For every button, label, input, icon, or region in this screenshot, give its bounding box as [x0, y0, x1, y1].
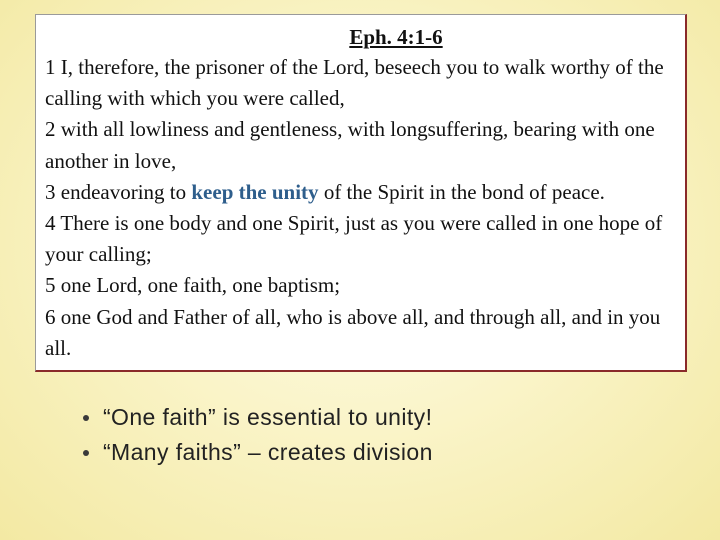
- scripture-box: [35, 14, 687, 372]
- verse-6: 6 one God and Father of all, who is above all, and through all, and in you all.: [45, 304, 661, 360]
- verse-3: [45, 177, 677, 208]
- bullet-item: [80, 435, 433, 470]
- bullet-list: [80, 400, 433, 470]
- bullet-text: “Many faiths” – creates division: [103, 439, 433, 465]
- bullet-text: “One faith” is essential to unity!: [103, 404, 433, 430]
- verse-5: 5 one Lord, one faith, one baptism;: [45, 273, 341, 298]
- verse-4: 4 There is one body and one Spirit, just as you were called in one hope of your calling;: [45, 211, 663, 267]
- bullet-dot-icon: [83, 450, 89, 456]
- bullet-item: [80, 400, 433, 435]
- bullet-dot-icon: [83, 415, 89, 421]
- verse-1: 1 I, therefore, the prisoner of the Lord, beseech you to walk worthy of the calling with which you were called,: [45, 55, 664, 111]
- verse-2: 2 with all lowliness and gentleness, with longsuffering, bearing with one another in love,: [45, 117, 655, 173]
- verse-3-emphasis: keep the unity: [191, 179, 319, 204]
- scripture-reference-title: Eph. 4:1-6: [349, 25, 443, 49]
- verse-3-before: 3 endeavoring to: [45, 179, 192, 204]
- verse-3-after: of the Spirit in the bond of peace.: [318, 179, 605, 204]
